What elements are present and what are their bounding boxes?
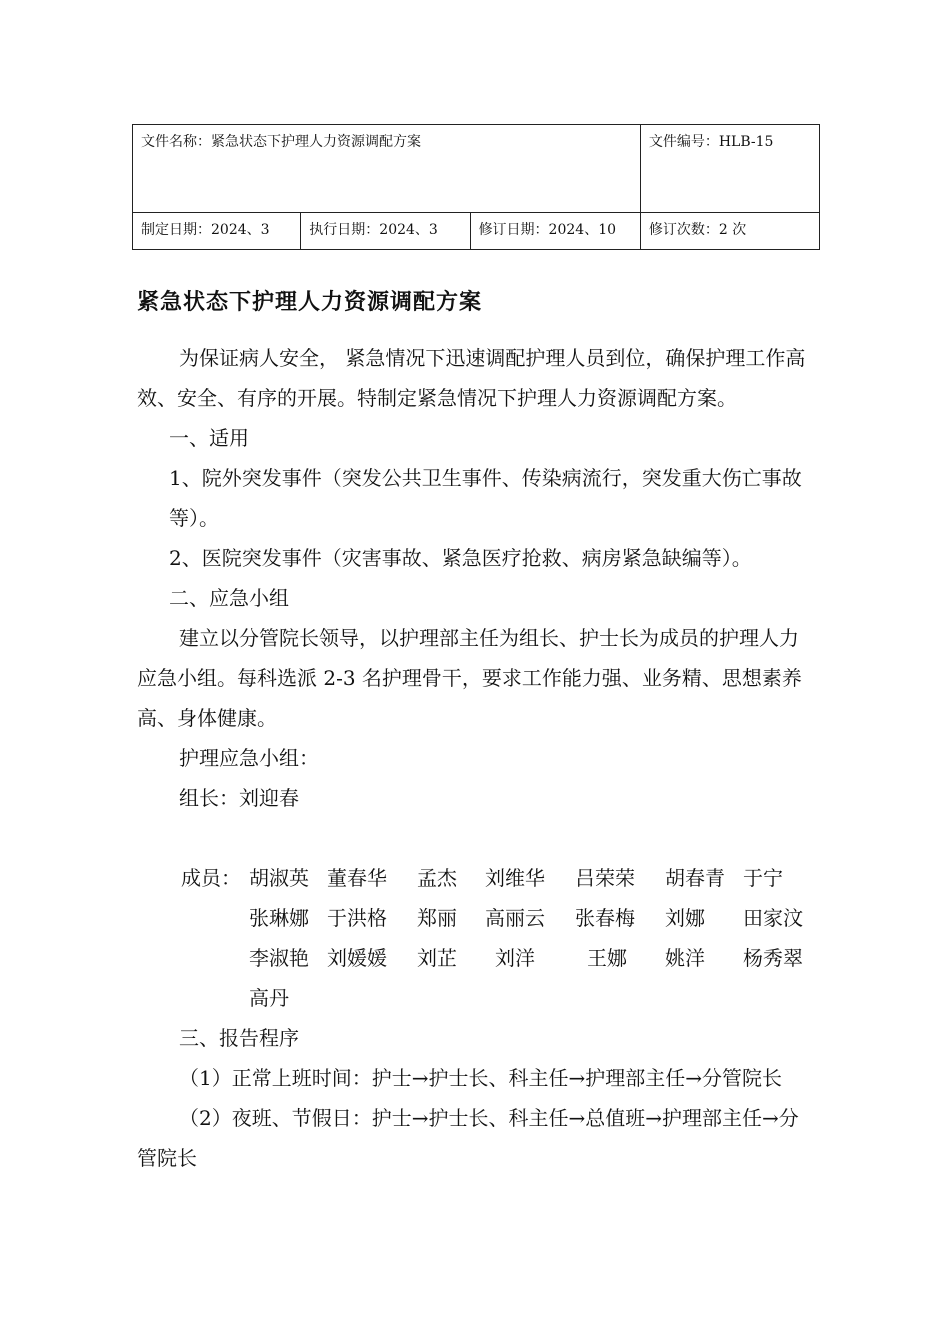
group-leader: 组长：刘迎春 bbox=[179, 786, 299, 810]
document-body bbox=[137, 338, 817, 818]
member-name: 姚洋 bbox=[665, 946, 705, 970]
section3-heading: 三、报告程序 bbox=[179, 1026, 299, 1050]
revise-count-cell: 修订次数：2 次 bbox=[640, 213, 819, 250]
member-name: 高丹 bbox=[249, 986, 289, 1010]
file-number-cell: 文件编号：HLB-15 bbox=[640, 125, 819, 213]
section3-step2: （2）夜班、节假日：护士→护士长、科主任→总值班→护理部主任→分管院长 bbox=[137, 1106, 799, 1170]
member-name: 胡春青 bbox=[665, 866, 725, 890]
member-name: 刘芷 bbox=[417, 946, 457, 970]
member-name: 高丽云 bbox=[485, 906, 545, 930]
member-name: 刘洋 bbox=[495, 946, 535, 970]
section2-heading: 二、应急小组 bbox=[169, 586, 289, 610]
section3-step1: （1）正常上班时间：护士→护士长、科主任→护理部主任→分管院长 bbox=[179, 1066, 782, 1090]
member-name: 刘媛媛 bbox=[327, 946, 387, 970]
member-name: 王娜 bbox=[587, 946, 627, 970]
file-name-cell: 文件名称：紧急状态下护理人力资源调配方案 bbox=[133, 125, 641, 213]
members-label: 成员： bbox=[181, 866, 241, 890]
intro-paragraph: 为保证病人安全， 紧急情况下迅速调配护理人员到位，确保护理工作高效、安全、有序的开展。特制定紧急情况下护理人力资源调配方案。 bbox=[137, 346, 806, 410]
member-name: 于洪格 bbox=[327, 906, 387, 930]
section1-item1: 1、院外突发事件（突发公共卫生事件、传染病流行，突发重大伤亡事故等）。 bbox=[169, 466, 802, 530]
member-name: 田家汶 bbox=[743, 906, 803, 930]
member-name: 吕荣荣 bbox=[575, 866, 635, 890]
section2-paragraph: 建立以分管院长领导，以护理部主任为组长、护士长为成员的护理人力应急小组。每科选派 2-3 名护理骨干，要求工作能力强、业务精、思想素养高、身体健康。 bbox=[137, 626, 802, 730]
made-date-cell: 制定日期：2024、3 bbox=[133, 213, 301, 250]
member-name: 胡淑英 bbox=[249, 866, 309, 890]
member-name: 刘娜 bbox=[665, 906, 705, 930]
revise-date-cell: 修订日期：2024、10 bbox=[470, 213, 640, 250]
member-name: 杨秀翠 bbox=[743, 946, 803, 970]
document-header-table bbox=[132, 124, 820, 250]
member-name: 董春华 bbox=[327, 866, 387, 890]
group-label: 护理应急小组： bbox=[179, 746, 319, 770]
members-list bbox=[249, 858, 813, 1018]
section3-block bbox=[137, 1018, 817, 1178]
member-name: 李淑艳 bbox=[249, 946, 309, 970]
member-name: 刘维华 bbox=[485, 866, 545, 890]
section1-item2: 2、医院突发事件（灾害事故、紧急医疗抢救、病房紧急缺编等）。 bbox=[169, 546, 752, 570]
member-name: 于宁 bbox=[743, 866, 783, 890]
member-name: 郑丽 bbox=[417, 906, 457, 930]
member-name: 孟杰 bbox=[417, 866, 457, 890]
exec-date-cell: 执行日期：2024、3 bbox=[301, 213, 470, 250]
document-title: 紧急状态下护理人力资源调配方案 bbox=[137, 290, 483, 315]
members-block bbox=[181, 858, 813, 1018]
member-name: 张春梅 bbox=[575, 906, 635, 930]
section1-heading: 一、适用 bbox=[169, 426, 249, 450]
member-name: 张琳娜 bbox=[249, 906, 309, 930]
